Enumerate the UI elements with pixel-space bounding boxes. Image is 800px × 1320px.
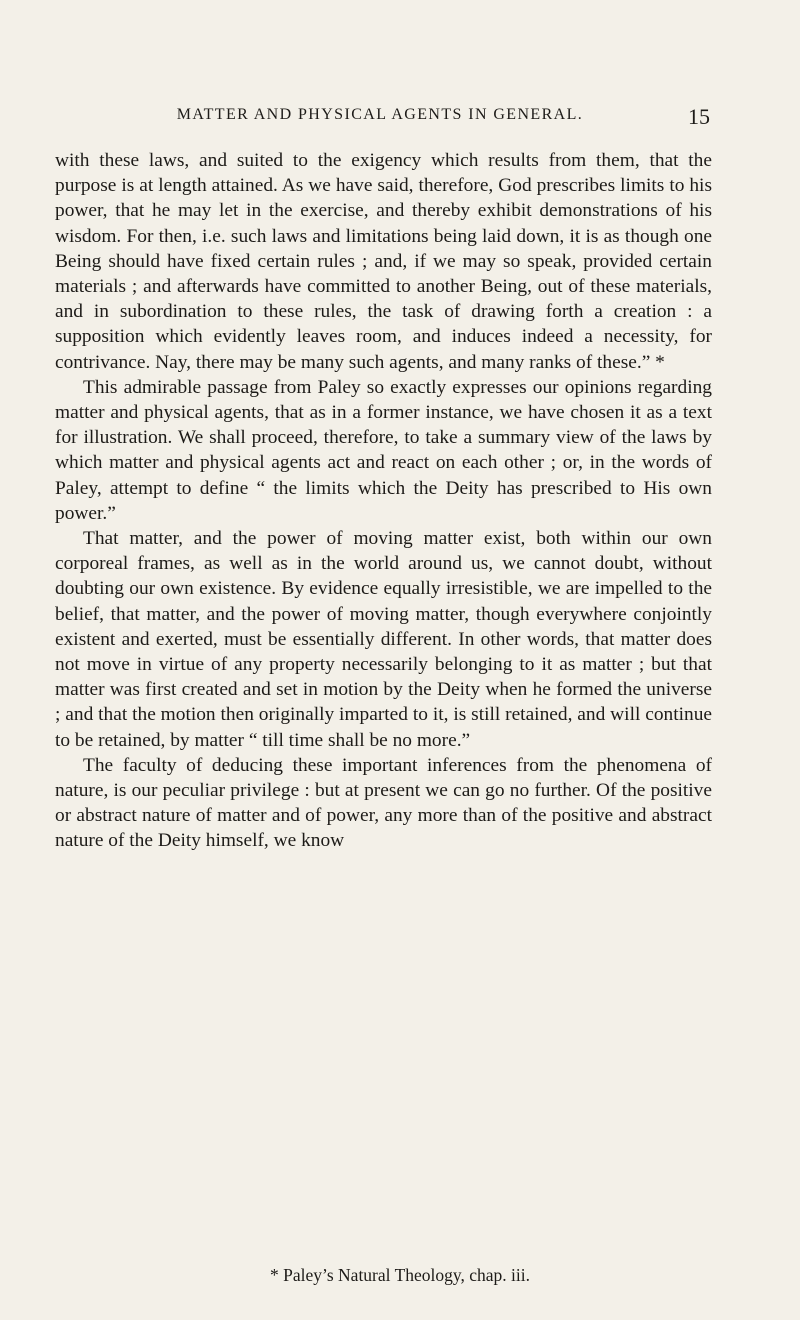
paragraph-paley-passage: This admirable passage from Paley so exactly expresses our opinions regarding matter and physical agents, that as in a former instance, we have chosen it as a text for illustration. We shall proceed, therefore, to take a summary view of the laws by which matter and physical agents act and react on each other ; or, in the words of Paley, attempt to define “ the limits which the Deity has prescribed to His own power.” bbox=[55, 376, 712, 524]
running-title: MATTER AND PHYSICAL AGENTS IN GENERAL. bbox=[176, 106, 584, 123]
running-head bbox=[120, 106, 710, 136]
page-number: 15 bbox=[688, 104, 710, 129]
paragraph-continuation: with these laws, and suited to the exigency which results from them, that the purpose is at length attained. As we have said, therefore, God prescribes limits to his power, that he may let in the exercise, and thereby exhibit demonstrations of his wisdom. For then, i.e. such laws and limitations being laid down, it is as though one Being should have fixed certain rules ; and, if we may so speak, provided certain materials ; and afterwards have committed to another Being, out of these materials, and in subordination to these rules, the task of drawing forth a creation : a supposition which evidently leaves room, and induces indeed a necessity, for contrivance. Nay, there may be many such agents, and many ranks of these.” * bbox=[55, 150, 712, 373]
body-text bbox=[55, 148, 712, 854]
footnote: * Paley’s Natural Theology, chap. iii. bbox=[269, 1265, 530, 1285]
paragraph-matter-and-power: That matter, and the power of moving matter exist, both within our own corporeal frames, as well as in the world around us, we cannot doubt, without doubting our own existence. By evidence equally irresistible, we are impelled to the belief, that matter, and the power of moving matter, though everywhere conjointly existent and exerted, must be essentially different. In other words, that matter does not move in virtue of any property necessarily belonging to it as matter ; but that matter was first created and set in motion by the Deity when he formed the universe ; and that the motion then originally imparted to it, is still retained, and will continue to be retained, by matter “ till time shall be no more.” bbox=[55, 528, 712, 751]
paragraph-faculty-of-deducing: The faculty of deducing these important inferences from the phenomena of nature, is our peculiar privilege : but at present we can go no further. Of the positive or abstract nature of matter and of power, any more than of the positive and abstract nature of the Deity himself, we know bbox=[55, 754, 712, 852]
